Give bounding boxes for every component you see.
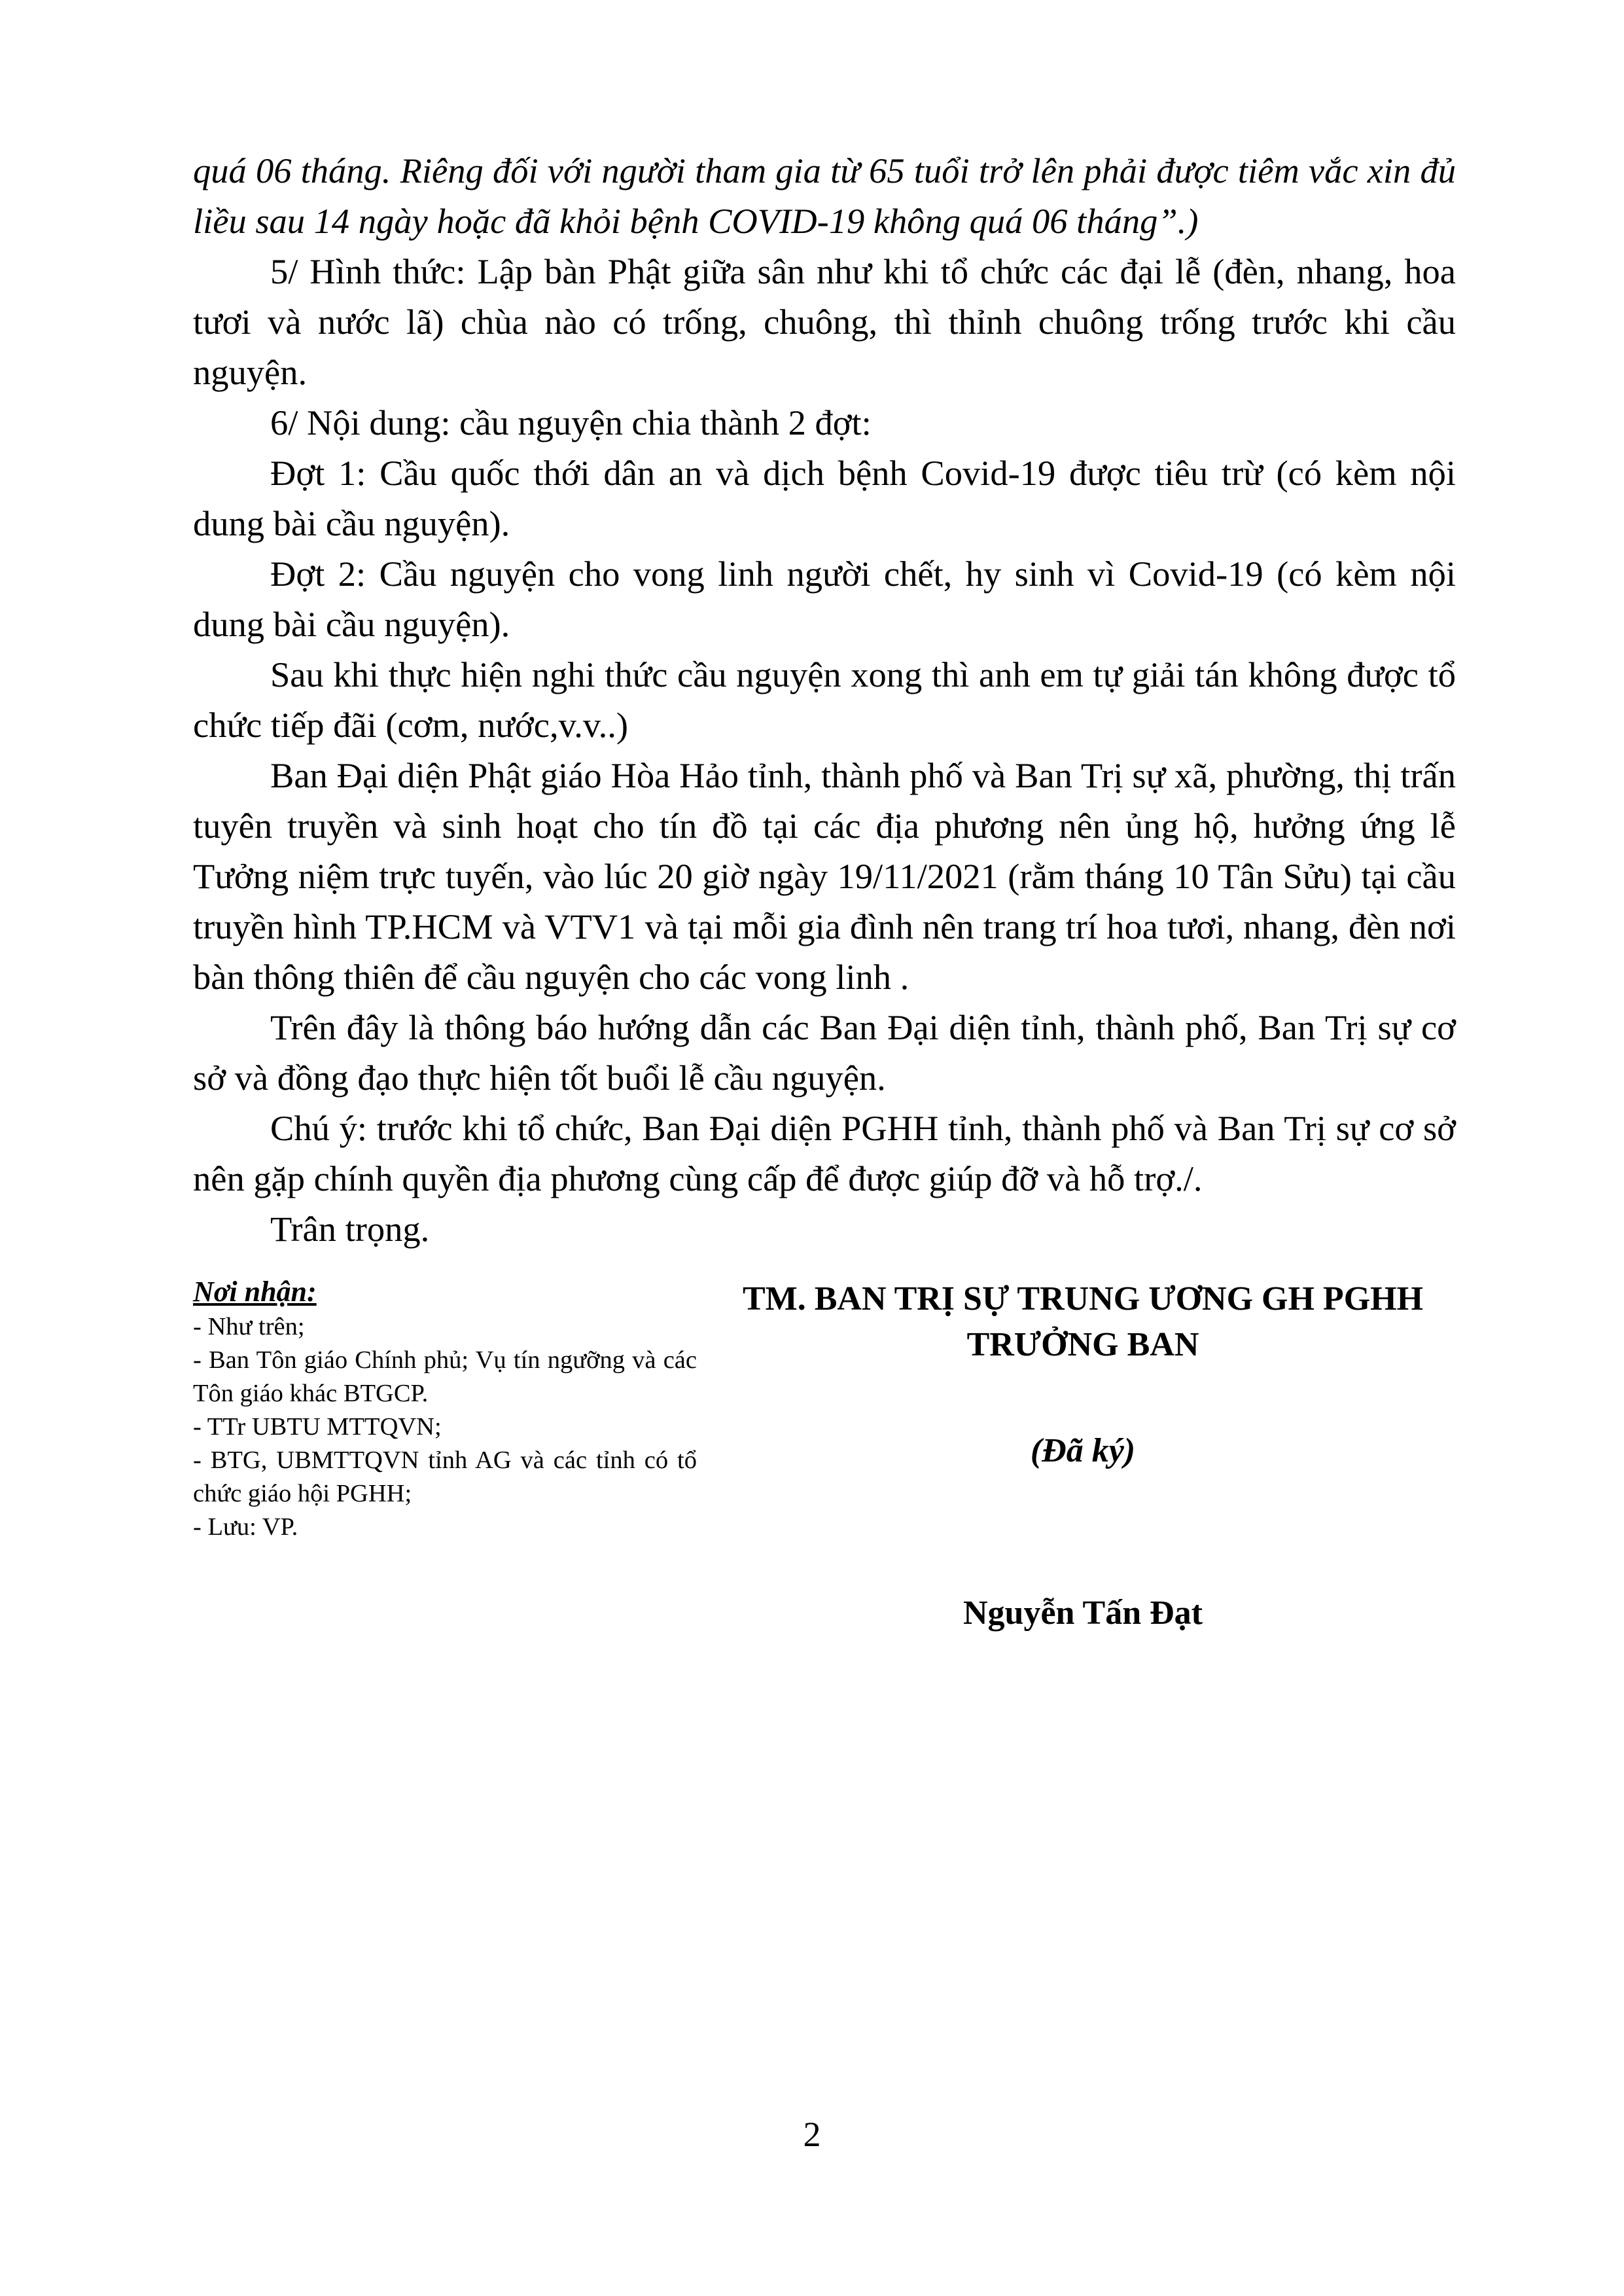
signed-note: (Đã ký) (1030, 1432, 1136, 1469)
recipient-item: - BTG, UBMTTQVN tỉnh AG và các tỉnh có tổ chức giáo hội PGHH; (193, 1446, 697, 1507)
document-body (193, 145, 1456, 1254)
paragraph-round-2: Đợt 2: Cầu nguyện cho vong linh người chết, hy sinh vì Covid-19 (có kèm nội dung bài cầu nguyện). (193, 554, 1456, 644)
paragraph-round-1: Đợt 1: Cầu quốc thới dân an và dịch bệnh Covid-19 được tiêu trừ (có kèm nội dung bài cầu nguyện). (193, 453, 1456, 543)
paragraph-continuation: quá 06 tháng. Riêng đối với người tham gia từ 65 tuổi trở lên phải được tiêm vắc xin đủ liều sau 14 ngày hoặc đã khỏi bệnh COVID-19 không quá 06 tháng”.) (193, 151, 1456, 241)
paragraph-closing: Trân trọng. (270, 1209, 430, 1249)
paragraph-summary: Trên đây là thông báo hướng dẫn các Ban Đại diện tỉnh, thành phố, Ban Trị sự cơ sở và đồng đạo thực hiện tốt buổi lễ cầu nguyện. (193, 1007, 1456, 1098)
paragraph-content: 6/ Nội dung: cầu nguyện chia thành 2 đợt: (270, 403, 872, 442)
page-number: 2 (803, 2115, 821, 2154)
recipient-item: - Lưu: VP. (193, 1513, 298, 1541)
recipients-title: Nơi nhận: (193, 1276, 317, 1308)
recipient-item: - Như trên; (193, 1313, 305, 1340)
paragraph-form: 5/ Hình thức: Lập bàn Phật giữa sân như khi tổ chức các đại lễ (đèn, nhang, hoa tươi và nước lã) chùa nào có trống, chuông, thì thỉnh chuông trống trước khi cầu nguyện. (193, 251, 1456, 392)
signer-name: Nguyễn Tấn Đạt (962, 1594, 1203, 1632)
signature-block (697, 1276, 1469, 1636)
recipient-item: - TTr UBTU MTTQVN; (193, 1413, 442, 1441)
signature-organization: TM. BAN TRỊ SỰ TRUNG ƯƠNG GH PGHH (742, 1280, 1424, 1318)
signature-role: TRƯỞNG BAN (966, 1326, 1199, 1363)
paragraph-online-memorial: Ban Đại diện Phật giáo Hòa Hảo tỉnh, thành phố và Ban Trị sự xã, phường, thị trấn tuyên truyền và sinh hoạt cho tín đồ tại các địa phương nên ủng hộ, hưởng ứng lễ Tưởng niệm trực tuyến, vào lúc 20 giờ ngày 19/11/2021 (rằm tháng 10 Tân Sửu) tại cầu truyền hình TP.HCM và VTV1 và tại mỗi gia đình nên trang trí hoa tươi, nhang, đèn nơi bàn thông thiên để cầu nguyện cho các vong linh . (193, 755, 1456, 997)
recipient-item: - Ban Tôn giáo Chính phủ; Vụ tín ngưỡng và các Tôn giáo khác BTGCP. (193, 1346, 697, 1407)
recipients-list (193, 1310, 697, 1544)
recipients-block (193, 1275, 697, 1544)
paragraph-dismissal: Sau khi thực hiện nghi thức cầu nguyện xong thì anh em tự giải tán không được tổ chức tiếp đãi (cơm, nước,v.v..) (193, 655, 1456, 745)
paragraph-note: Chú ý: trước khi tổ chức, Ban Đại diện PGHH tỉnh, thành phố và Ban Trị sự cơ sở nên gặp chính quyền địa phương cùng cấp để được giúp đỡ và hỗ trợ./. (193, 1108, 1456, 1198)
